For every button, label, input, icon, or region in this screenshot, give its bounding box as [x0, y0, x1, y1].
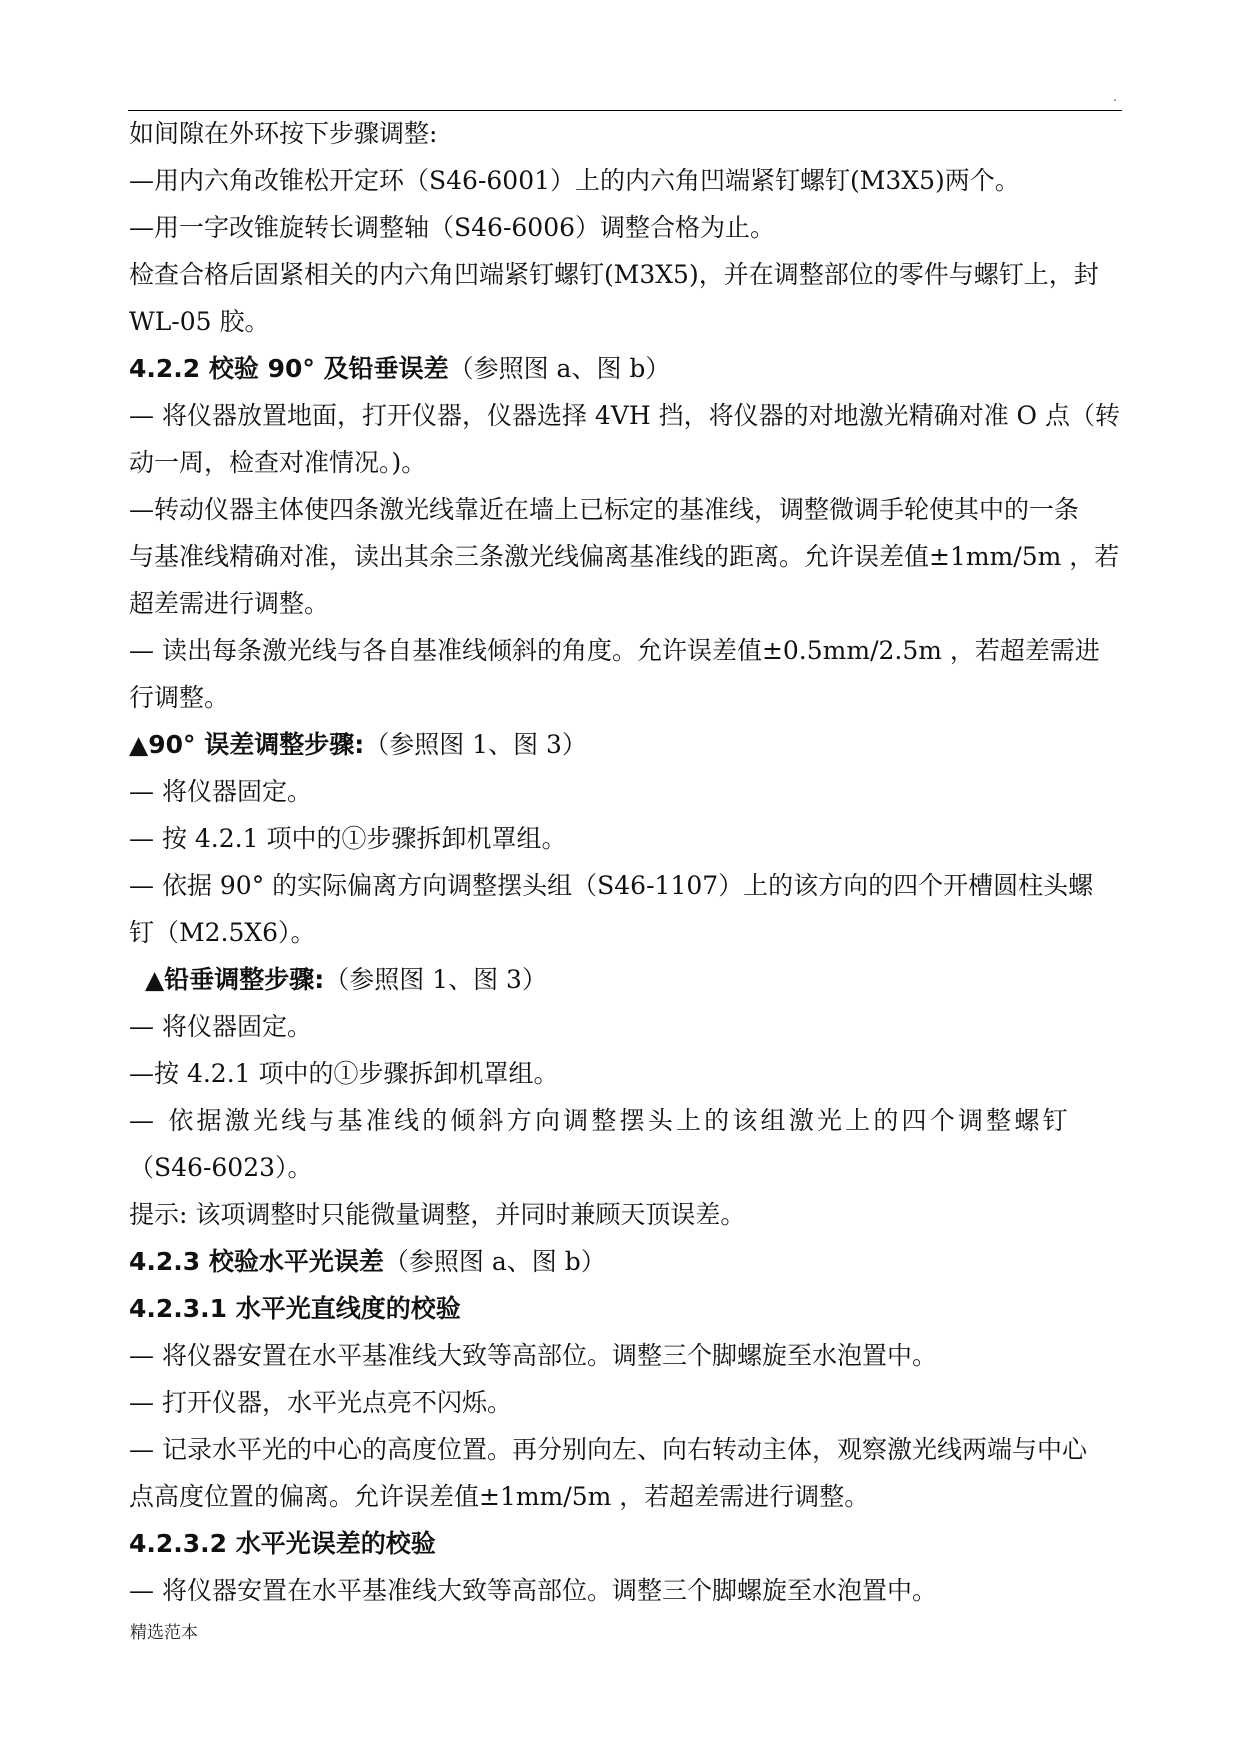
- text-line: 检查合格后固紧相关的内六角凹端紧钉螺钉(M3X5)，并在调整部位的零件与螺钉上，封: [129, 260, 1099, 289]
- body-text: [129, 110, 1125, 1614]
- text-line: 提示: 该项调整时只能微量调整，并同时兼顾天顶误差。: [129, 1200, 746, 1229]
- text-line: — 将仪器固定。: [129, 1012, 312, 1041]
- text-line: —用内六角改锥松开定环（S46-6001）上的内六角凹端紧钉螺钉(M3X5)两个。: [129, 166, 1020, 195]
- text-line: （S46-6023）。: [129, 1153, 313, 1182]
- subsection-heading-title: 4.2.3.1 水平光直线度的校验: [129, 1294, 461, 1323]
- text-line: 钉（M2.5X6）。: [129, 918, 316, 947]
- text-line: 超差需进行调整。: [129, 589, 330, 618]
- text-line: — 将仪器固定。: [129, 777, 312, 806]
- section-heading-reference: （参照图 a、图 b）: [448, 354, 671, 383]
- text-line: — 依据激光线与基准线的倾斜方向调整摆头上的该组激光上的四个调整螺钉: [129, 1106, 1071, 1135]
- step-heading: [129, 721, 1125, 768]
- text-line: —按 4.2.1 项中的①步骤拆卸机罩组。: [129, 1059, 559, 1088]
- text-line: — 将仪器安置在水平基准线大致等高部位。调整三个脚螺旋至水泡置中。: [129, 1341, 937, 1370]
- text-line: — 打开仪器，水平光点亮不闪烁。: [129, 1388, 512, 1417]
- section-heading: [129, 345, 1125, 392]
- text-line: —转动仪器主体使四条激光线靠近在墙上已标定的基准线，调整微调手轮使其中的一条: [129, 495, 1080, 524]
- text-line: — 将仪器放置地面，打开仪器，仪器选择 4VH 挡，将仪器的对地激光精确对准 O 点（转: [129, 401, 1120, 430]
- text-line: — 记录水平光的中心的高度位置。再分别向左、向右转动主体，观察激光线两端与中心: [129, 1435, 1087, 1464]
- text-line: — 按 4.2.1 项中的①步骤拆卸机罩组。: [129, 824, 567, 853]
- subsection-heading: [129, 1520, 1125, 1567]
- step-heading-title: ▲90° 误差调整步骤:: [129, 730, 365, 759]
- section-heading: [129, 1238, 1125, 1285]
- text-line: WL-05 胶。: [129, 307, 270, 336]
- text-line: — 读出每条激光线与各自基准线倾斜的角度。允许误差值±0.5mm/2.5m ，若超差需进: [129, 636, 1100, 665]
- section-heading-title: 4.2.3 校验水平光误差: [129, 1247, 384, 1276]
- text-line: 动一周，检查对准情况。)。: [129, 448, 427, 477]
- text-line: 与基准线精确对准，读出其余三条激光线偏离基准线的距离。允许误差值±1mm/5m ，若: [129, 542, 1120, 571]
- subsection-heading: [129, 1285, 1125, 1332]
- text-line: — 依据 90° 的实际偏离方向调整摆头组（S46-1107）上的该方向的四个开槽圆柱头螺: [129, 871, 1094, 900]
- header-mark: .: [1113, 90, 1117, 104]
- text-line: 点高度位置的偏离。允许误差值±1mm/5m ，若超差需进行调整。: [129, 1482, 870, 1511]
- text-line: 行调整。: [129, 683, 230, 712]
- section-heading-reference: （参照图 a、图 b）: [383, 1247, 606, 1276]
- step-heading-reference: （参照图 1、图 3）: [364, 730, 587, 759]
- step-heading-title: ▲铅垂调整步骤:: [145, 965, 325, 994]
- text-line: 如间隙在外环按下步骤调整:: [129, 119, 438, 148]
- step-heading-reference: （参照图 1、图 3）: [324, 965, 547, 994]
- subsection-heading-title: 4.2.3.2 水平光误差的校验: [129, 1529, 436, 1558]
- step-heading: [129, 956, 1125, 1003]
- text-line: —用一字改锥旋转长调整轴（S46-6006）调整合格为止。: [129, 213, 776, 242]
- text-line: — 将仪器安置在水平基准线大致等高部位。调整三个脚螺旋至水泡置中。: [129, 1576, 937, 1605]
- section-heading-title: 4.2.2 校验 90° 及铅垂误差: [129, 354, 449, 383]
- footer-label: 精选范本: [130, 1623, 198, 1643]
